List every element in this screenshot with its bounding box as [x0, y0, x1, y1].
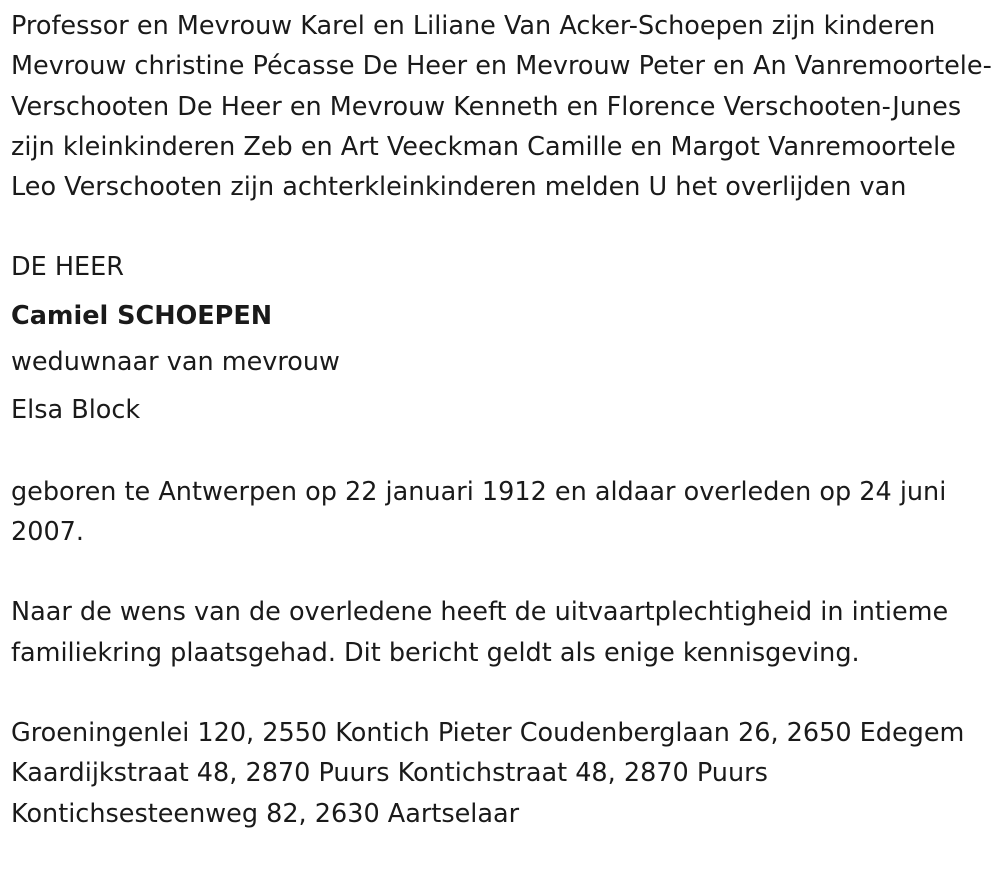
deceased-name: Camiel SCHOEPEN	[11, 300, 273, 331]
widow-of-line: weduwnaar van mevrouw	[11, 346, 340, 377]
deceased-title: DE HEER	[11, 252, 124, 283]
birth-death-paragraph: geboren te Antwerpen op 22 januari 1912 en aldaar overleden op 24 juni 2007.	[11, 476, 947, 548]
spouse-name: Elsa Block	[11, 394, 141, 425]
funeral-wish-paragraph: Naar de wens van de overledene heeft de uitvaartplechtigheid in intieme familiekring plaatsgehad. Dit bericht geldt als enige kennisgeving.	[11, 597, 949, 668]
intro-paragraph: Professor en Mevrouw Karel en Liliane Van Acker-Schoepen zijn kinderen Mevrouw christine Pécasse De Heer en Mevrouw Peter en An Vanremoortele-Verschooten De Heer en Mevrouw Kenneth en Florence Verschooten-Junes zijn kleinkinderen Zeb en Art Veeckman Camille en Margot Vanremoortele Leo Verschooten zijn achterkleinkinderen melden U het overlijden van	[11, 11, 992, 203]
addresses-paragraph: Groeningenlei 120, 2550 Kontich Pieter Coudenberglaan 26, 2650 Edegem Kaardijkstraat 48, 2870 Puurs Kontichstraat 48, 2870 Puurs Kontichsesteenweg 82, 2630 Aartselaar	[11, 717, 965, 829]
